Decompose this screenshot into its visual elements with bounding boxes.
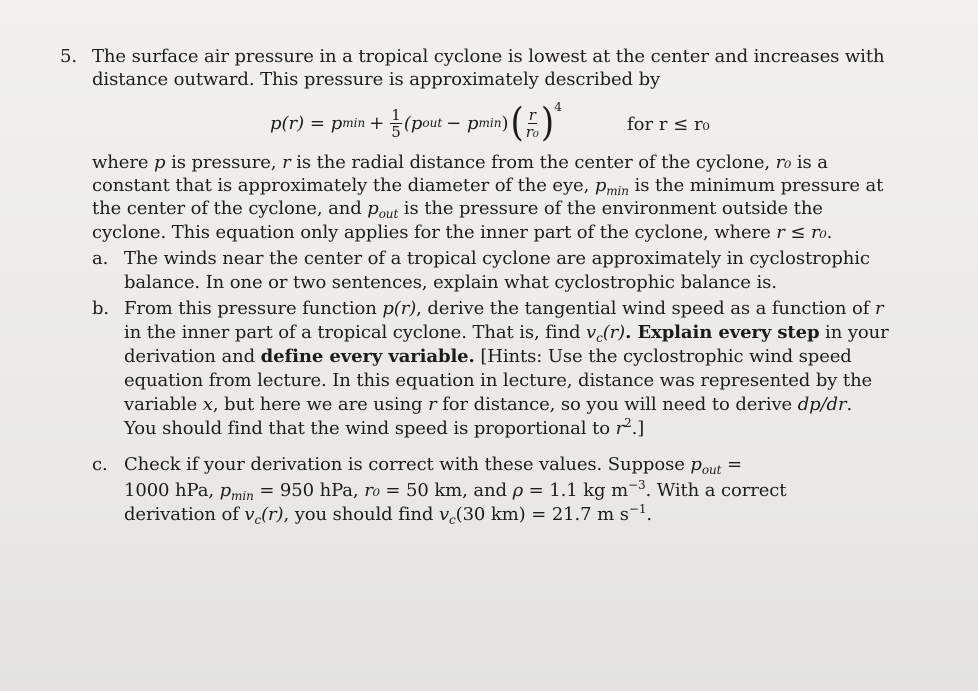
part-a-line-2: balance. In one or two sentences, explain what cyclostrophic balance is.: [124, 272, 777, 293]
part-c-line-1: Check if your derivation is correct with these values. Suppose $p_{out}$ =: [124, 454, 742, 477]
part-c-line-2: 1000 hPa, $p_{min} = 950$ hPa, r₀ = 50 km, and ρ = 1.1 kg $m^{-3}$. With a correct: [124, 478, 787, 503]
desc-line-2: constant that is approximately the diameter of the eye, $p_{min}$ is the minimum pressure at: [92, 175, 884, 198]
part-b-line-3: derivation and define every variable. [Hints: Use the cyclostrophic wind speed: [124, 346, 852, 367]
part-b-line-4: equation from lecture. In this equation in lecture, distance was represented by the: [124, 370, 873, 391]
eq-plus: +: [369, 112, 385, 134]
problem-number: 5.: [60, 46, 77, 67]
part-b-line-6: You should find that the wind speed is proportional to $r^2$.]: [124, 416, 645, 439]
intro-line-1: The surface air pressure in a tropical cyclone is lowest at the center and increases with: [92, 46, 885, 67]
eq-condition: for r ≤ r₀: [627, 114, 710, 135]
eq-lhs: p(r) = p: [270, 112, 343, 134]
eq-ratio: [526, 107, 539, 140]
eq-fraction: [390, 107, 402, 140]
desc-line-4: cyclone. This equation only applies for the inner part of the cyclone, where r ≤ r₀.: [92, 222, 833, 243]
eq-big-paren-close: ): [540, 100, 555, 146]
intro-line-2: distance outward. This pressure is approximately described by: [92, 69, 661, 90]
eq-ratio-den: r₀: [525, 122, 539, 141]
eq-close-paren: ): [501, 112, 509, 134]
part-a-line-1: The winds near the center of a tropical cyclone are approximately in cyclostrophic: [124, 248, 870, 269]
part-c-label: c.: [92, 454, 108, 475]
part-c-line-3: derivation of $v_c(r)$, you should find $v_c(30$ km) = 21.7 m $s^{-1}$.: [124, 502, 652, 527]
part-a-label: a.: [92, 248, 109, 269]
eq-pout: (p: [403, 112, 423, 134]
eq-frac-den: 5: [391, 122, 401, 141]
part-b-line-1: From this pressure function p(r), derive the tangential wind speed as a function of r: [124, 298, 884, 319]
eq-minus-pmin: − p: [446, 112, 479, 134]
eq-frac-num: 1: [391, 105, 401, 124]
pressure-equation: p(r) = p min + $\frac{1}{5}$ (p out − p min ) ( $\frac{r}{\text{r₀}}$ ) 4: [270, 100, 562, 146]
part-b-label: b.: [92, 298, 110, 319]
eq-big-paren-open: (: [510, 100, 524, 146]
eq-power: 4: [554, 100, 562, 114]
part-b-line-2: in the inner part of a tropical cyclone. That is, find $v_c(r)$. Explain every step in your: [124, 322, 889, 345]
part-b-line-5: variable x, but here we are using r for distance, so you will need to derive dp/dr.: [124, 394, 853, 415]
desc-line-3: the center of the cyclone, and $p_{out}$ is the pressure of the environment outside the: [92, 198, 823, 221]
eq-ratio-num: r: [528, 105, 536, 124]
desc-line-1: where p is pressure, r is the radial distance from the center of the cyclone, r₀ is a: [92, 152, 828, 173]
